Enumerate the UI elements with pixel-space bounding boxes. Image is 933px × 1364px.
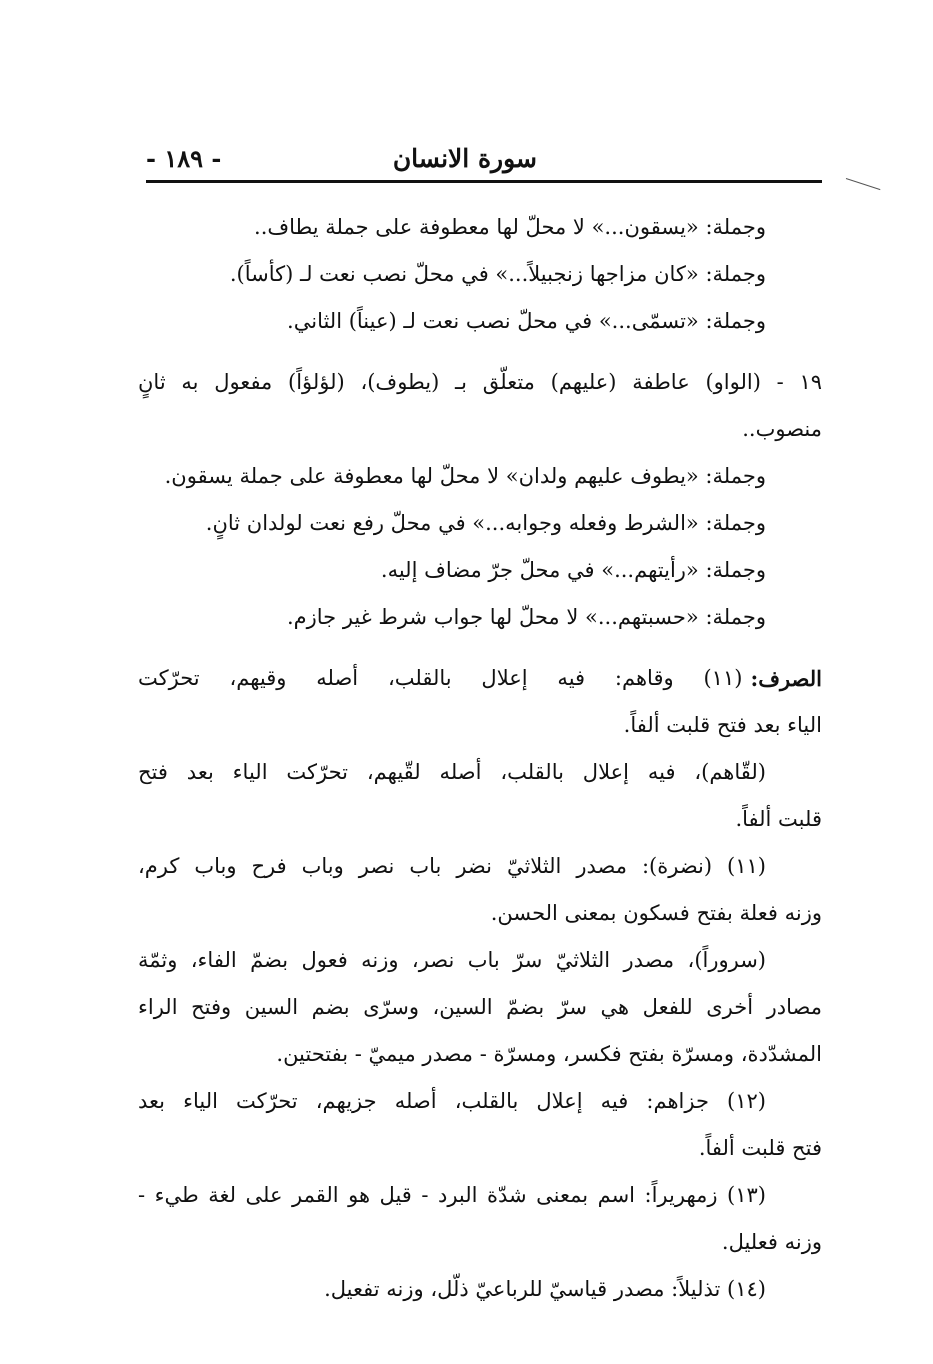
text-line: (١٢) جزاهم: فيه إعلال بالقلب، أصله جزيهم، تحرّكت الياء بعد: [138, 1089, 766, 1113]
section-heading-sarf: الصرف:: [750, 666, 822, 691]
text-line: (١١) (نضرة): مصدر الثلاثيّ نضر باب نصر وباب فرح وباب كرم،: [138, 854, 766, 878]
page-body: [138, 204, 822, 1313]
text-line: وجملة: «كان مزاجها زنجبيلاً...» في محلّ نصب نعت لـ (كأساً).: [229, 262, 766, 286]
page-edge-mark: [846, 178, 881, 190]
text-line: الياء بعد فتح قلبت ألفاً.: [623, 713, 822, 737]
text-line: وجملة: «تسمّى...» في محلّ نصب نعت لـ (عيناً) الثاني.: [287, 309, 766, 333]
text-line: مصادر أخرى للفعل هي سرّ بضمّ السين، وسرّى بضم السين وفتح الراء: [138, 995, 822, 1019]
page-number: - ١٨٩ -: [146, 144, 222, 173]
text-line: وزنه فعليل.: [721, 1230, 822, 1254]
text-line: وجملة: «حسبتهم...» لا محلّ لها جواب شرط غير جازم.: [286, 605, 766, 629]
text-line: وجملة: «رأيتهم...» في محلّ جرّ مضاف إليه.: [380, 558, 766, 582]
text-line: قلبت ألفاً.: [735, 807, 822, 831]
text-line: وجملة: «يطوف عليهم ولدان» لا محلّ لها معطوفة على جملة يسقون.: [164, 464, 766, 488]
text-line: وجملة: «الشرط وفعله وجوابه...» في محلّ رفع نعت لولدان ثانٍ.: [205, 511, 766, 535]
text-line: (١٤) تذليلاً: مصدر قياسيّ للرباعيّ ذلّل، وزنه تفعيل.: [324, 1277, 766, 1301]
text-segment: (١١) وقاهم: فيه إعلال بالقلب، أصله وقيهم، تحرّكت: [138, 666, 743, 690]
text-line: وزنه فعلة بفتح فسكون بمعنى الحسن.: [490, 901, 822, 925]
text-line: المشدّدة، ومسرّة بفتح فكسر، ومسرّة - مصدر ميميّ - بفتحتين.: [276, 1042, 822, 1066]
surah-title: سورة الانسان: [392, 144, 537, 173]
page-header: [146, 140, 822, 180]
text-line: وجملة: «يسقون...» لا محلّ لها معطوفة على جملة يطاف..: [254, 215, 766, 239]
text-line: ١٩ - (الواو) عاطفة (عليهم) متعلّق بـ (يطوف)، (لؤلؤاً) مفعول به ثانٍ: [138, 370, 822, 394]
header-rule: [146, 180, 822, 183]
text-line: فتح قلبت ألفاً.: [698, 1136, 822, 1160]
text-line: (لقّاهم)، فيه إعلال بالقلب، أصله لقّيهم، تحرّكت الياء بعد فتح: [138, 760, 766, 784]
text-line: (١٣) زمهريراً: اسم بمعنى شدّة البرد - قيل هو القمر على لغة طيء -: [138, 1183, 766, 1207]
text-line: [138, 655, 822, 702]
text-line: منصوب..: [742, 417, 822, 441]
text-line: (سروراً)، مصدر الثلاثيّ سرّ باب نصر، وزنه فعول بضمّ الفاء، وثمّة: [138, 948, 766, 972]
